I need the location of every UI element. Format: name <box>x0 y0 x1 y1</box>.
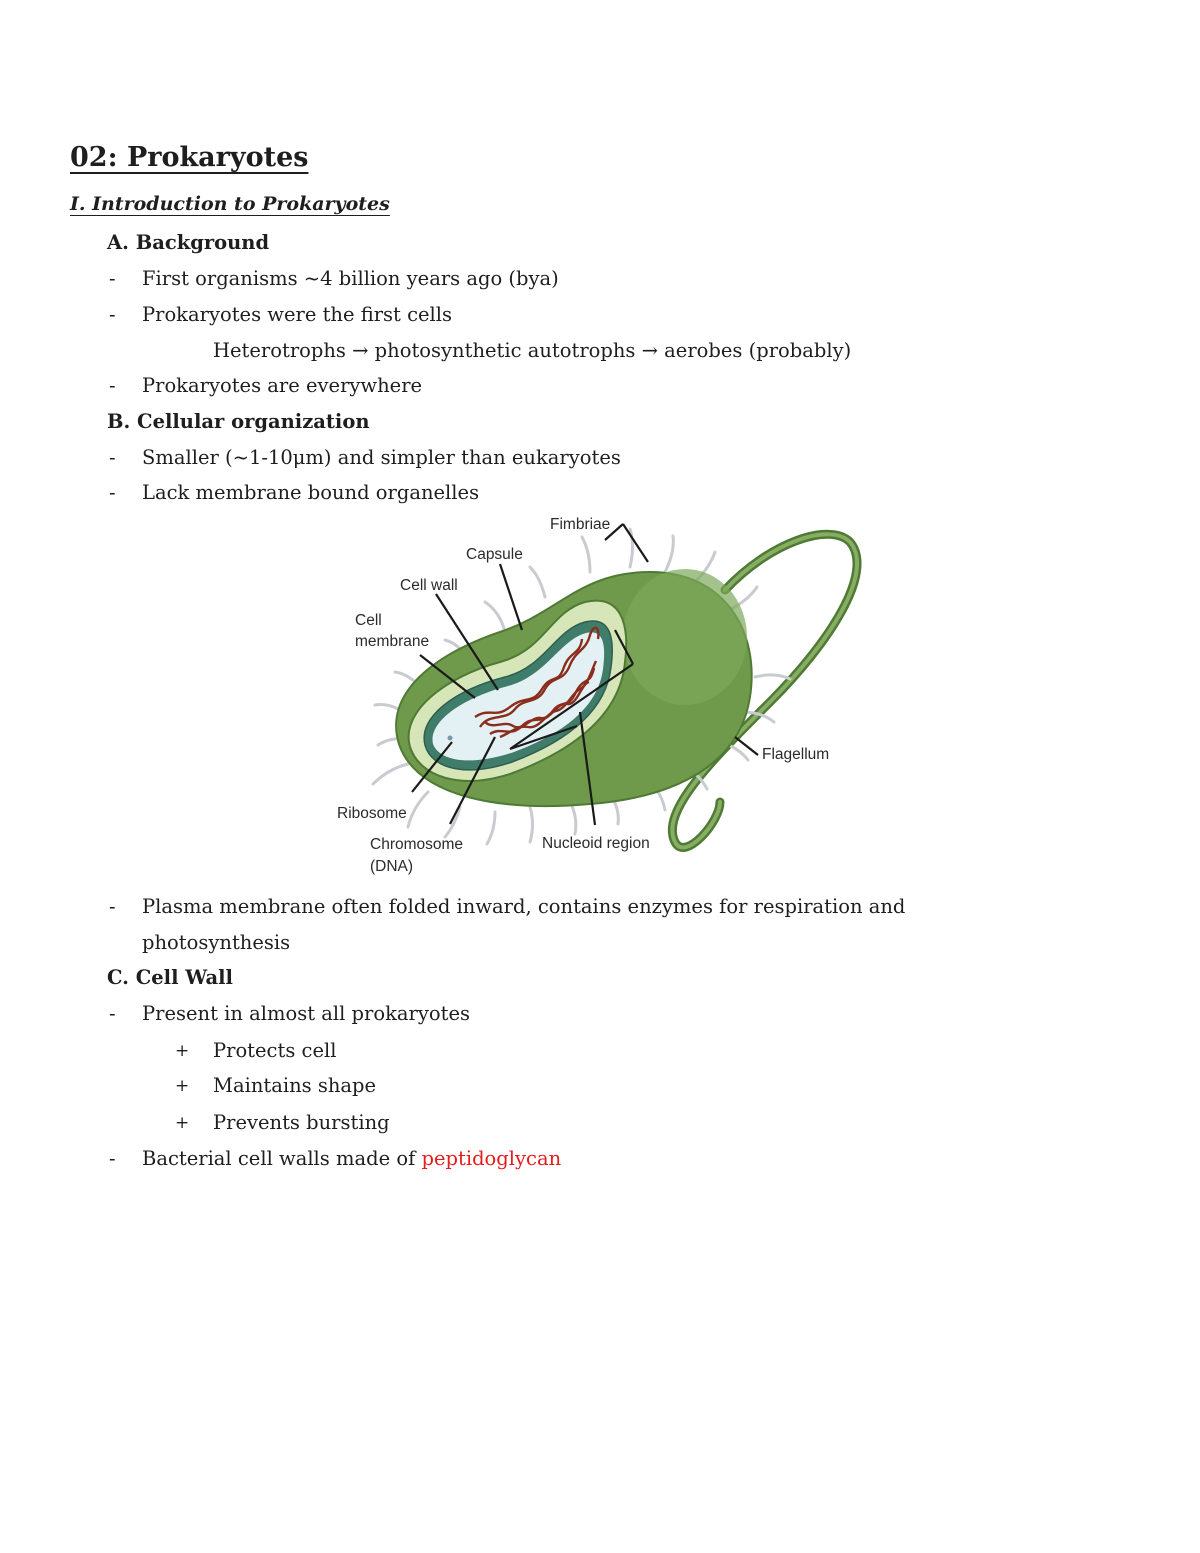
label-chromosome-2: (DNA) <box>370 858 414 875</box>
bullet-dash: - <box>109 1002 116 1025</box>
bullet-dash: - <box>109 1147 116 1170</box>
bullet-dash: - <box>109 303 116 326</box>
list-item-continuation: photosynthesis <box>142 931 291 954</box>
list-item-text: Smaller (~1-10μm) and simpler than eukaryotes <box>142 446 621 469</box>
label-cell-membrane-1: Cell <box>355 612 382 629</box>
ribosome-dot <box>448 736 453 741</box>
list-item-text: Present in almost all prokaryotes <box>142 1002 470 1025</box>
list-item-text: Plasma membrane often folded inward, contains enzymes for respiration and <box>142 895 906 918</box>
list-item-text <box>142 1147 561 1171</box>
section-title: I. Introduction to Prokaryotes <box>70 193 390 215</box>
list-item-text: Prokaryotes were the first cells <box>142 303 453 326</box>
peptidoglycan-highlight: peptidoglycan <box>421 1147 562 1170</box>
bullet-plus: + <box>175 1041 190 1061</box>
label-ribosome: Ribosome <box>337 805 407 822</box>
list-item-text: Prokaryotes are everywhere <box>142 374 423 397</box>
bullet-dash: - <box>109 267 116 290</box>
label-capsule: Capsule <box>466 546 523 563</box>
label-fimbriae: Fimbriae <box>550 516 611 533</box>
capsule-leader <box>500 564 522 630</box>
label-cell-wall: Cell wall <box>400 577 458 594</box>
bullet-dash: - <box>109 895 116 918</box>
sub-list-item-text: Prevents bursting <box>213 1111 390 1134</box>
label-flagellum: Flagellum <box>762 746 830 763</box>
sub-line-heterotrophs: Heterotrophs → photosynthetic autotrophs → aerobes (probably) <box>213 339 852 362</box>
bullet-dash: - <box>109 374 116 397</box>
prokaryote-cell-diagram <box>330 512 870 882</box>
bullet-plus: + <box>175 1113 190 1133</box>
list-item-text: First organisms ~4 billion years ago (bya) <box>142 267 559 290</box>
peptidoglycan-prefix: Bacterial cell walls made of <box>142 1147 422 1170</box>
label-nucleoid: Nucleoid region <box>542 835 650 852</box>
fimbriae-leader <box>605 524 648 562</box>
bullet-dash: - <box>109 446 116 469</box>
heading-cellular-organization: B. Cellular organization <box>107 410 370 433</box>
list-item-text: Lack membrane bound organelles <box>142 481 480 504</box>
label-chromosome-1: Chromosome <box>370 836 464 853</box>
page-title: 02: Prokaryotes <box>70 142 309 173</box>
heading-cell-wall: C. Cell Wall <box>107 966 233 989</box>
sub-list-item-text: Maintains shape <box>213 1074 377 1097</box>
bullet-plus: + <box>175 1076 190 1096</box>
sub-list-item-text: Protects cell <box>213 1039 337 1062</box>
heading-background: A. Background <box>107 231 270 254</box>
label-cell-membrane-2: membrane <box>355 633 430 650</box>
bullet-dash: - <box>109 481 116 504</box>
